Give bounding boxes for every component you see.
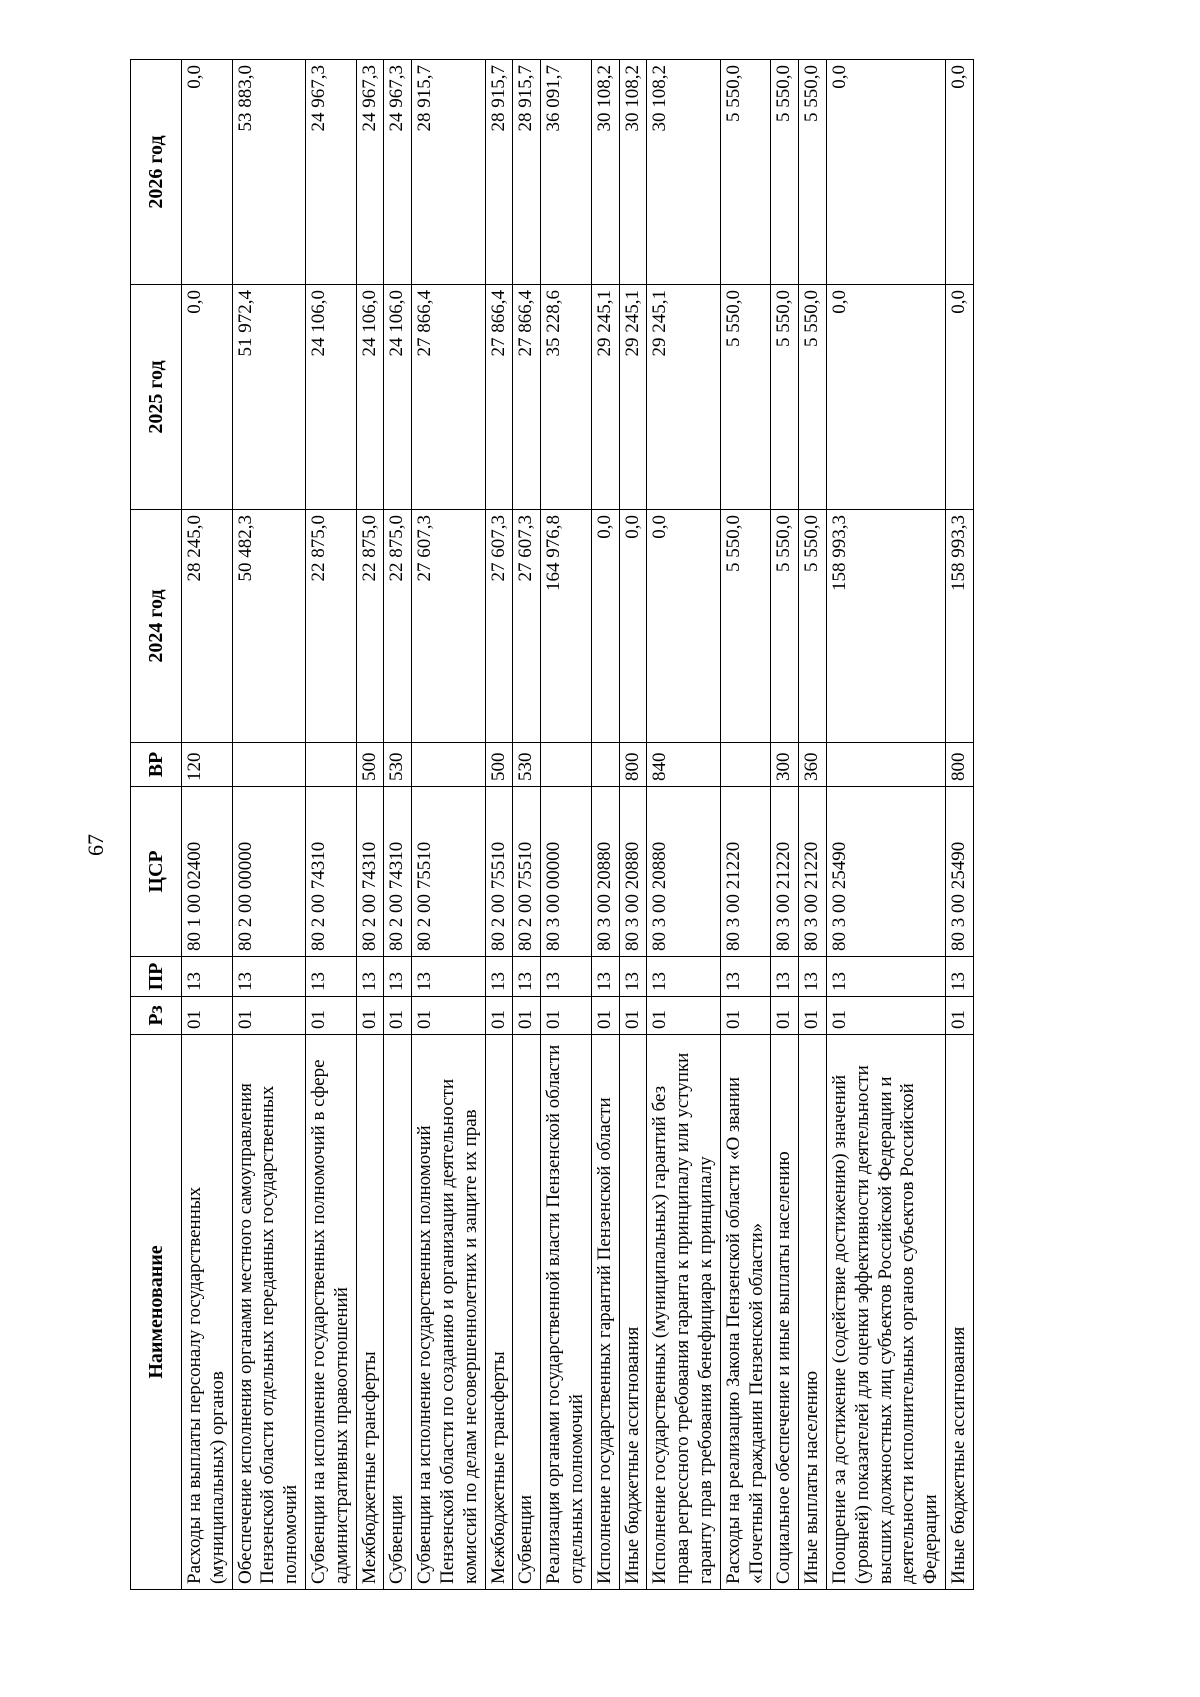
table-row xyxy=(485,60,513,1590)
cell-rz: 01 xyxy=(619,997,647,1035)
header-name: Наименование xyxy=(131,1035,182,1590)
cell-vr: 120 xyxy=(182,743,233,787)
cell-2025: 27 866,4 xyxy=(412,285,485,510)
cell-csr: 80 3 00 20880 xyxy=(619,787,647,957)
cell-2024: 22 875,0 xyxy=(384,510,412,743)
cell-2024: 22 875,0 xyxy=(356,510,384,743)
cell-pr: 13 xyxy=(799,957,827,997)
cell-csr: 80 2 00 00000 xyxy=(232,787,305,957)
cell-2025: 29 245,1 xyxy=(647,285,720,510)
cell-2026: 5 550,0 xyxy=(771,60,799,285)
cell-2025: 24 106,0 xyxy=(356,285,384,510)
table-row xyxy=(945,60,973,1590)
cell-vr: 840 xyxy=(647,743,720,787)
header-csr: ЦСР xyxy=(131,787,182,957)
cell-csr: 80 2 00 75510 xyxy=(485,787,513,957)
cell-rz: 01 xyxy=(485,997,513,1035)
header-2024: 2024 год xyxy=(131,510,182,743)
cell-2025: 29 245,1 xyxy=(619,285,647,510)
cell-rz: 01 xyxy=(720,997,771,1035)
cell-2026: 30 108,2 xyxy=(591,60,619,285)
cell-pr: 13 xyxy=(412,957,485,997)
cell-2026: 5 550,0 xyxy=(799,60,827,285)
cell-vr xyxy=(305,743,356,787)
table-header-row xyxy=(131,60,182,1590)
cell-csr: 80 3 00 20880 xyxy=(591,787,619,957)
cell-2025: 27 866,4 xyxy=(513,285,541,510)
cell-2026: 28 915,7 xyxy=(412,60,485,285)
cell-csr: 80 2 00 75510 xyxy=(412,787,485,957)
cell-rz: 01 xyxy=(799,997,827,1035)
header-rz: Рз xyxy=(131,997,182,1035)
cell-pr: 13 xyxy=(826,957,945,997)
cell-rz: 01 xyxy=(513,997,541,1035)
cell-2026: 30 108,2 xyxy=(619,60,647,285)
cell-pr: 13 xyxy=(647,957,720,997)
cell-2026: 53 883,0 xyxy=(232,60,305,285)
cell-2024: 5 550,0 xyxy=(720,510,771,743)
budget-table xyxy=(130,59,974,1590)
cell-vr: 530 xyxy=(513,743,541,787)
table-row xyxy=(647,60,720,1590)
cell-csr: 80 2 00 74310 xyxy=(356,787,384,957)
cell-pr: 13 xyxy=(356,957,384,997)
cell-name: Субвенции на исполнение государственных полномочий в сфере административных правоотношений xyxy=(305,1035,356,1590)
cell-csr: 80 3 00 25490 xyxy=(945,787,973,957)
cell-name: Социальное обеспечение и иные выплаты населению xyxy=(771,1035,799,1590)
cell-rz: 01 xyxy=(647,997,720,1035)
cell-pr: 13 xyxy=(182,957,233,997)
cell-pr: 13 xyxy=(513,957,541,997)
cell-rz: 01 xyxy=(356,997,384,1035)
cell-2024: 27 607,3 xyxy=(412,510,485,743)
cell-vr xyxy=(720,743,771,787)
cell-2026: 36 091,7 xyxy=(541,60,592,285)
header-2026: 2026 год xyxy=(131,60,182,285)
cell-pr: 13 xyxy=(485,957,513,997)
cell-pr: 13 xyxy=(945,957,973,997)
cell-vr xyxy=(232,743,305,787)
cell-2025: 24 106,0 xyxy=(305,285,356,510)
cell-2025: 0,0 xyxy=(826,285,945,510)
cell-csr: 80 2 00 75510 xyxy=(513,787,541,957)
cell-rz: 01 xyxy=(945,997,973,1035)
table-row xyxy=(384,60,412,1590)
page-number: 67 xyxy=(83,834,108,856)
cell-csr: 80 3 00 21220 xyxy=(799,787,827,957)
cell-rz: 01 xyxy=(232,997,305,1035)
cell-2025: 5 550,0 xyxy=(799,285,827,510)
cell-name: Иные бюджетные ассигнования xyxy=(619,1035,647,1590)
cell-2026: 24 967,3 xyxy=(384,60,412,285)
cell-vr xyxy=(412,743,485,787)
cell-name: Межбюджетные трансферты xyxy=(485,1035,513,1590)
cell-vr xyxy=(541,743,592,787)
table-body xyxy=(182,60,974,1590)
cell-name: Иные бюджетные ассигнования xyxy=(945,1035,973,1590)
cell-name: Исполнение государственных (муниципальных) гарантий без права регрессного требования гаранта к принципалу или уступки гаранту прав требования бенефициара к принципалу xyxy=(647,1035,720,1590)
table-row xyxy=(720,60,771,1590)
cell-name: Расходы на реализацию Закона Пензенской области «О звании «Почетный гражданин Пензенской области» xyxy=(720,1035,771,1590)
cell-2024: 158 993,3 xyxy=(945,510,973,743)
cell-vr: 500 xyxy=(356,743,384,787)
cell-2026: 0,0 xyxy=(826,60,945,285)
cell-2025: 35 228,6 xyxy=(541,285,592,510)
cell-2026: 0,0 xyxy=(182,60,233,285)
table-row xyxy=(826,60,945,1590)
cell-2025: 5 550,0 xyxy=(771,285,799,510)
cell-2024: 164 976,8 xyxy=(541,510,592,743)
rotated-table-container xyxy=(130,60,1080,1590)
cell-vr xyxy=(826,743,945,787)
cell-pr: 13 xyxy=(541,957,592,997)
cell-rz: 01 xyxy=(305,997,356,1035)
cell-pr: 13 xyxy=(619,957,647,997)
cell-name: Межбюджетные трансферты xyxy=(356,1035,384,1590)
cell-2024: 5 550,0 xyxy=(799,510,827,743)
cell-vr xyxy=(591,743,619,787)
cell-vr: 800 xyxy=(945,743,973,787)
cell-name: Субвенции xyxy=(513,1035,541,1590)
cell-vr: 360 xyxy=(799,743,827,787)
cell-csr: 80 3 00 00000 xyxy=(541,787,592,957)
header-pr: ПР xyxy=(131,957,182,997)
cell-rz: 01 xyxy=(826,997,945,1035)
cell-2026: 24 967,3 xyxy=(305,60,356,285)
cell-2026: 0,0 xyxy=(945,60,973,285)
cell-vr: 500 xyxy=(485,743,513,787)
cell-pr: 13 xyxy=(720,957,771,997)
cell-2024: 158 993,3 xyxy=(826,510,945,743)
cell-2024: 50 482,3 xyxy=(232,510,305,743)
cell-2026: 28 915,7 xyxy=(485,60,513,285)
cell-vr: 530 xyxy=(384,743,412,787)
table-row xyxy=(799,60,827,1590)
cell-csr: 80 3 00 25490 xyxy=(826,787,945,957)
table-row xyxy=(619,60,647,1590)
header-vr: ВР xyxy=(131,743,182,787)
table-row xyxy=(591,60,619,1590)
cell-name: Реализация органами государственной власти Пензенской области отдельных полномочий xyxy=(541,1035,592,1590)
cell-2024: 22 875,0 xyxy=(305,510,356,743)
table-row xyxy=(771,60,799,1590)
cell-csr: 80 3 00 20880 xyxy=(647,787,720,957)
cell-2025: 5 550,0 xyxy=(720,285,771,510)
cell-pr: 13 xyxy=(591,957,619,997)
cell-vr: 300 xyxy=(771,743,799,787)
cell-2024: 0,0 xyxy=(647,510,720,743)
cell-rz: 01 xyxy=(541,997,592,1035)
header-2025: 2025 год xyxy=(131,285,182,510)
cell-2024: 5 550,0 xyxy=(771,510,799,743)
cell-rz: 01 xyxy=(182,997,233,1035)
table-row xyxy=(541,60,592,1590)
cell-pr: 13 xyxy=(305,957,356,997)
cell-pr: 13 xyxy=(384,957,412,997)
table-row xyxy=(356,60,384,1590)
cell-2024: 28 245,0 xyxy=(182,510,233,743)
cell-rz: 01 xyxy=(591,997,619,1035)
table-row xyxy=(182,60,233,1590)
cell-2025: 0,0 xyxy=(182,285,233,510)
cell-name: Субвенции на исполнение государственных полномочий Пензенской области по созданию и организации деятельности комиссий по делам несовершеннолетних и защите их прав xyxy=(412,1035,485,1590)
cell-csr: 80 1 00 02400 xyxy=(182,787,233,957)
cell-2026: 30 108,2 xyxy=(647,60,720,285)
cell-2025: 24 106,0 xyxy=(384,285,412,510)
cell-2025: 51 972,4 xyxy=(232,285,305,510)
cell-csr: 80 2 00 74310 xyxy=(305,787,356,957)
cell-2025: 0,0 xyxy=(945,285,973,510)
cell-2025: 29 245,1 xyxy=(591,285,619,510)
table-row xyxy=(232,60,305,1590)
cell-2026: 5 550,0 xyxy=(720,60,771,285)
cell-2024: 27 607,3 xyxy=(513,510,541,743)
table-row xyxy=(513,60,541,1590)
cell-name: Субвенции xyxy=(384,1035,412,1590)
cell-rz: 01 xyxy=(771,997,799,1035)
cell-name: Расходы на выплаты персоналу государственных (муниципальных) органов xyxy=(182,1035,233,1590)
cell-2026: 24 967,3 xyxy=(356,60,384,285)
table-row xyxy=(305,60,356,1590)
cell-name: Иные выплаты населению xyxy=(799,1035,827,1590)
cell-rz: 01 xyxy=(384,997,412,1035)
cell-name: Обеспечение исполнения органами местного самоуправления Пензенской области отдельных переданных государственных полномочий xyxy=(232,1035,305,1590)
cell-name: Исполнение государственных гарантий Пензенской области xyxy=(591,1035,619,1590)
cell-csr: 80 2 00 74310 xyxy=(384,787,412,957)
cell-2025: 27 866,4 xyxy=(485,285,513,510)
cell-2024: 0,0 xyxy=(591,510,619,743)
cell-rz: 01 xyxy=(412,997,485,1035)
cell-vr: 800 xyxy=(619,743,647,787)
cell-2026: 28 915,7 xyxy=(513,60,541,285)
cell-name: Поощрение за достижение (содействие достижению) значений (уровней) показателей для оценки эффективности деятельности высших должностных лиц субъектов Российской Федерации и деятельности исполнительных органов субъектов Российской Федерации xyxy=(826,1035,945,1590)
cell-2024: 0,0 xyxy=(619,510,647,743)
cell-2024: 27 607,3 xyxy=(485,510,513,743)
cell-pr: 13 xyxy=(232,957,305,997)
cell-pr: 13 xyxy=(771,957,799,997)
cell-csr: 80 3 00 21220 xyxy=(720,787,771,957)
cell-csr: 80 3 00 21220 xyxy=(771,787,799,957)
table-row xyxy=(412,60,485,1590)
